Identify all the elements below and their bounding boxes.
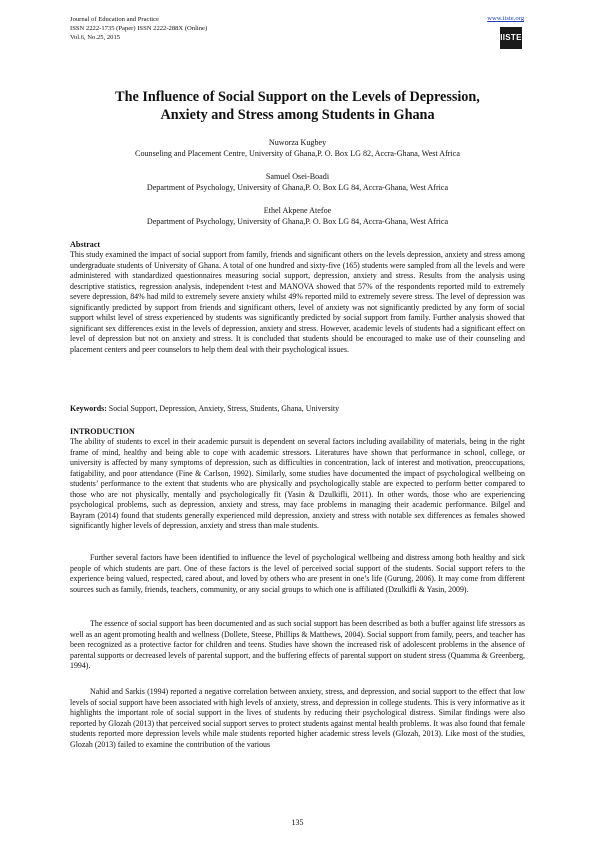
page-number: 135	[291, 818, 304, 827]
author-affiliation: Department of Psychology, University of Ghana,P. O. Box LG 84, Accra-Ghana, West Africa	[146, 216, 449, 226]
author-affiliation: Department of Psychology, University of Ghana,P. O. Box LG 84, Accra-Ghana, West Africa	[146, 182, 449, 192]
keywords-list: Social Support, Depression, Anxiety, Stress, Students, Ghana, University	[106, 404, 340, 413]
issn-line: ISSN 2222-1735 (Paper) ISSN 2222-288X (Online)	[70, 25, 208, 32]
volume-line: Vol.6, No.25, 2015	[70, 34, 121, 41]
abstract-text: This study examined the impact of social support from family, friends and significant others on the levels depression, anxiety and stress among undergraduate students of University of Ghana. A total of one hundred and sixty-five (165) students were sampled from all the levels and were administered with standardized questionnaires measuring social support, depression, anxiety and stress. Results from the analysis using descriptive statistics, regression analysis, independent t-test and MANOVA showed that 57% of the respondents reported mild to extremely severe depression, 84% had mild to extremely severe anxiety whilst 49% reported mild to extremely severe stress. The level of depression was significantly predicted by support from friends and significant others, level of anxiety was not significantly predicted by any form of social support whilst level of stress experienced by students was significantly predicted by social support from family. Further analysis showed that significant sex differences exist in the levels of depression, anxiety and stress. However, academic levels of students had a significant effect on level of depression but not on anxiety and stress. It is concluded that students should be encouraged to make use of their counseling and placement centers and peer counselors to help them deal with their psychological issues.	[70, 250, 525, 354]
keywords-label: Keywords:	[70, 404, 107, 413]
author-3	[70, 206, 525, 227]
journal-name: Journal of Education and Practice	[70, 16, 159, 23]
title-line-2: Anxiety and Stress among Students in Ghana	[160, 107, 435, 123]
iiste-logo: IISTE	[500, 27, 522, 49]
author-2	[70, 172, 525, 193]
author-affiliation: Counseling and Placement Centre, University of Ghana,P. O. Box LG 82, Accra-Ghana, West Africa	[135, 148, 460, 158]
intro-paragraph-4: Nahid and Sarkis (1994) reported a negative correlation between anxiety, stress, and depression, and social support to the effect that low levels of social support have been associated with high levels of anxiety, stress, and depression in college students. This is very informative as it highlights the important role of social support in the lives of students by reducing their psychological distress. Similar findings were also reported by Glozah (2013) that perceived social support serves to protect students against mental health problems. It was also found that female students reported more depression levels while male students reported higher academic stress levels (Glozah, 2013). Like most of the studies, Glozah (2013) failed to examine the contribution of the various	[70, 687, 525, 749]
introduction-heading: INTRODUCTION	[70, 427, 135, 436]
intro-paragraph-1: The ability of students to excel in their academic pursuit is dependent on several factors including availability of materials, being in the right frame of mind, healthy and being able to cope with academic stressors. Literatures have shown that performance in school, college, or university is affected by many symptoms of depression, such as difficulties in concentration, lack of interest and motivation, preoccupations, fatigability, and poor attendance (Fine & Carlson, 1992). Similarly, some studies have documented the impact of psychological wellbeing on students’ performance to the extent that students who are physically and psychologically stable are expected to perform better compared to those who are not physically, mentally and psychologically fit (Yasin & Dzulkifli, 2011). In other words, those who are experiencing psychological problems, such as depression, anxiety and stress, may face problems in managing their academic performance. Bilgel and Bayram (2014) found that students generally experienced mild depression, anxiety and stress with notable sex differences as females showed significantly higher levels of depression, anxiety and stress than male students.	[70, 437, 525, 531]
author-name: Nuworza Kugbey	[268, 138, 327, 147]
journal-url-link[interactable]: www.iiste.org	[487, 15, 524, 22]
author-name: Samuel Osei-Boadi	[265, 172, 330, 181]
author-name: Ethel Akpene Atefoe	[263, 206, 332, 215]
title-line-1: The Influence of Social Support on the Levels of Depression,	[115, 89, 480, 105]
abstract-heading: Abstract	[70, 240, 101, 249]
intro-paragraph-2: Further several factors have been identified to influence the level of psychological wellbeing and distress among both healthy and sick people of which students are part. One of these factors is the level of perceived social support of the students. Social support refers to the experience being valued, respected, cared about, and loved by others who are present in one’s life (Gurung, 2006). It may come from different sources such as family, friends, teachers, community, or any social groups to which one is affiliated (Dzulkifli & Yasin, 2009).	[70, 553, 525, 594]
keywords-line	[70, 404, 525, 415]
intro-paragraph-3: The essence of social support has been documented and as such social support has been described as both a buffer against life stressors as well as an agent promoting health and wellness (Dollete, Steese, Phillips & Matthews, 2004). Social support from family, peers, and teacher has been recognized as a protective factor for children and teens. Studies have shown the increased risk of adolescent problems in the absence of parental supports or decreased levels of parental support, and the buffering effects of parental support on student stress (Quamma & Greenberg, 1994).	[70, 619, 525, 671]
paper-title	[70, 88, 525, 124]
author-1	[70, 138, 525, 159]
